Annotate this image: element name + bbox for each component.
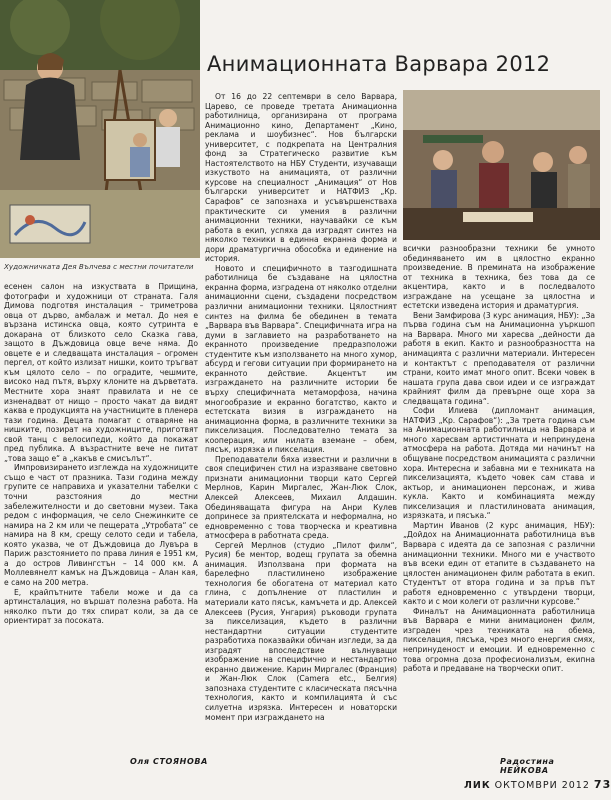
photo-caption: Художничката Дея Вълчева с местни почитатели <box>4 262 194 271</box>
article-title: Анимационната Варвара 2012 <box>207 52 551 76</box>
left-paragraph: Импровизирането изглежда на художниците също е част от празника. Тази година между групите се направиха и указателни табелки с точни разстояния до местни забележителности и до световни музеи. Така редом с информация, че село Снежинките се намира на 2 км или че пещерата „Утробата“ се намира на 8 км, срещу селото седи и табела, която указва, че от Дъждовица до Лувъра в Париж разстоянието по права линия е 1951 км, а до остров Ливингстън – 14 000 км. А Моллевянелт камък на Дъждовица – Алан кая, е само на 200 метра. <box>4 463 198 587</box>
middle-paragraph: От 16 до 22 септември в село Варвара, Царево, се проведе третата Анимационна работилница, организирана от програма Анимационно кино, Департамент „Кино, реклама и шоубизнес“. Нов български университет, с подкрепата на Централния фонд за Стратегическо развитие към Настоятелството на НБУ Студенти, изучаващи изкуството на анимацията, от различни курсове на специалност „Анимация“ от Нов български университет и НАТФИЗ „Кр. Сарафов“ се запознаха и усъвършенстваха практическите си умения в различни анимационни техники, научавайки се към работа в екип, успяха да изградят синтез на няколко техники в единна екранна форма и дори драматургична обособка и единение на история. <box>205 92 397 264</box>
photo-animation-workshop <box>403 90 600 240</box>
left-paragraph: Е, крайпътните табели може и да са артинсталация, но вършат полезна работа. На няколко пъти до тях спират коли, за да се ориентират за посоката. <box>4 587 198 626</box>
magazine-name: ЛИК <box>464 780 491 791</box>
right-paragraph: Мартин Иванов (2 курс анимация, НБУ): „Дойдох на Анимационната работилница във Варвара с идеята да се запозная с различни анимационни техники. Много ми е учаството във всеки един от етапите в създаването на цялостен анимационен филм работата в екип. Студентът от втора година и за пръв път работя едновременно с утвърдени творци, както и с мои колеги от различни курсове.“ <box>403 520 595 607</box>
right-column <box>403 244 595 744</box>
right-paragraph: Вени Замфирова (3 курс анимация, НБУ): „За първа година съм на Анимационна уъркшоп на Варвара. Много ми харесва „дейности да работя в екип. Както и разнообразността на анимацията с различни материали. Интересен и контактът с преподавателя от различни страни, които имат много опит. Всеки човек в нашата група дава свои идеи и се изграждат крайният филм да превърне още хора за следващата година“. <box>403 310 595 406</box>
right-paragraph: всички разнообразни техники бе умното обединяването им в цялостно екранно произведение. В премината на изображение от техника в техника, без това да се акцентира, както и в последвалото изграждане на усещане за цялостна и естетски изведена история и драматургия. <box>403 244 595 311</box>
right-paragraph: Финалът на Анимационната работилница във Варвара е мини анимационен филм, изграден чрез техниката на обема, пикселация, пясъка, чрез много енергия смях, непринуденост и емоции. И едновременно с това огромна доза професионализъм, екипна работа и предаване на творчески опит. <box>403 606 595 674</box>
middle-paragraph: Новото и специфичното в тазгодишната работилница бе създаване на цялостна екранна форма, изградена от няколко отделни анимационни сцени, създадени посредством различни анимационни техники. Цялостният синтез на филма бе обединен в темата „Варвара във Варвара“. Специфичната игра на думи в заглавието на разработването на екранното произведение предразположи студентите към използването на много хумор, абсурд и гегови ситуации при формирането на екранното действие. Акцентът им изграждането на различните истории бе върху специфичната метаморфоза, начина многообразие и екранно богатство, както и естетската визия в изграждането на анимационна форма, в различните техники за пикселизация. Последователно темата за кооперация, или нилата вземане – обем, пясък, изрязка и пикселация. <box>205 263 397 455</box>
middle-column <box>205 92 397 772</box>
page-footer <box>464 778 611 791</box>
left-column <box>4 282 198 712</box>
left-paragraph: есенен салон на изкуствата в Прищина, фотографи и художници от страната. Галя Димова подготвя инсталация – триметрова овца от дърво, амбалаж и метал. До нея е вързана истинска овца, която сутринта е докарана от близкото село Сказка гава, защото в Дъждовица овце вече няма. До овцете е и следващата инсталация – огромен пергел, от който излизат нишки, които тръгват към цялото село – по оградите, чешмите, високо над пътя, върху клоните на дърветата. Местните хора знаят правилата и не се изненадват от нищо – просто чакат да видят каква е продукцията на участниците в пленера тази година. Децата помагат с отваряне на нишките, позират на художниците, приготвят свой танц с велосипеди, който да покажат пред публика. А възрастните вече не питат „това защо е“ а „какъв е смисълът“. <box>4 282 198 463</box>
author-right: Радостина НЕЙКОВА <box>500 757 555 775</box>
middle-paragraph: Преподаватели бяха известни и различни в своя специфичен стил на изразяване световно признати анимационни творци като Сергей Мерлнов, Карин Миргалес, Жан-Люк Слок, Алексей Алексеев, Михаил Алдашин. Обединяващата фигура на Анри Кулев допринесе за приятелската и неформална, но едновременно с това творческа и креативна атмосфера в работната среда. <box>205 454 397 541</box>
photo-artist-with-locals <box>0 0 200 258</box>
right-paragraph: Софи Илиева (дипломант анимация, НАТФИЗ „Кр. Сарафов“): „За трета година съм на Анимационната работилница на Варвара и много харесвам артистичната и непринудена атмосфера на работа. Дотяда ми начинът на общуване посредством анимацията с различни хора. Интересна и забавна ми е техниката на пикселизацията, където човек сам става и актьор, и анимационен персонаж, и жива кукла. Както и комбинацията между пикселизация и пластилиновата анимация, изрязката, и пясъка.“ <box>403 406 595 521</box>
author-left: Оля СТОЯНОВА <box>130 757 208 766</box>
middle-paragraph: Сергей Мерлнов (студио „Пилот филм“, Русия) бе ментор, водещ групата за обемна анимация. Използвана при формата на барелефно пластилинено изображение технология бе обогатена от материал като глина, с допълнение от пластилин и материали като пясък, камъчета и др. Алексей Алексеев (Русия, Унгария) ръководи групата за пикселизация, където в различни нестандартни ситуации студентите разработиха показвайки обичан изгледи, за да изградят впоследствие вълнуващи изображение на специфично и нестандартно екранно движение. Карин Миргалес (Франция) и Жан-Люк Слок (Camera etc., Белгия) запознаха студентите с класическата пясъчна технология, както и компилацията ѝ със силуетна изрязка. Интересен и новаторски момент при изграждането на <box>205 540 397 722</box>
issue-date: ОКТОМВРИ 2012 <box>494 780 590 791</box>
page-number: 73 <box>593 778 611 791</box>
